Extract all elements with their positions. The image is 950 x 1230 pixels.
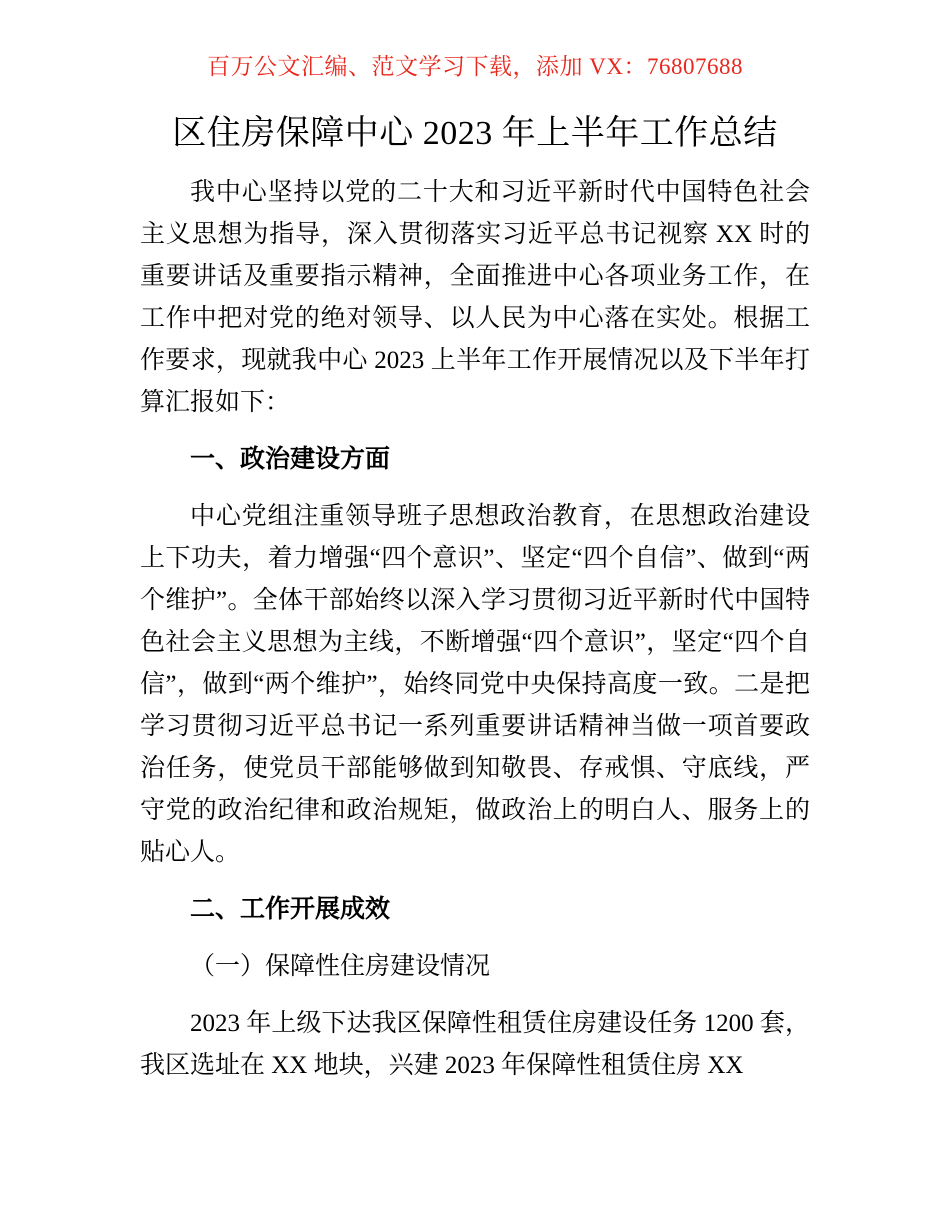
paragraph-political-construction: 中心党组注重领导班子思想政治教育，在思想政治建设上下功夫，着力增强“四个意识”、坚定“四个自信”、做到“两个维护”。全体干部始终以深入学习贯彻习近平新时代中国特色社会主义思想为主线，不断增强“四个意识”，坚定“四个自信”，做到“两个维护”，始终同党中央保持高度一致。二是把学习贯彻习近平总书记一系列重要讲话精神当做一项首要政治任务，使党员干部能够做到知敬畏、存戒惧、守底线，严守党的政治纪律和政治规矩，做政治上的明白人、服务上的贴心人。 (140, 503, 810, 866)
heading-section-1-political: 一、政治建设方面 (190, 446, 391, 473)
paragraph-intro: 我中心坚持以党的二十大和习近平新时代中国特色社会主义思想为指导，深入贯彻落实习近平总书记视察 XX 时的重要讲话及重要指示精神，全面推进中心各项业务工作，在工作中把对党的绝对领导、以人民为中心落在实处。根据工作要求，现就我中心 2023 上半年工作开展情况以及下半年打算汇报如下： (140, 179, 810, 416)
document-body (140, 172, 810, 1087)
paragraph-housing-construction: 2023 年上级下达我区保障性租赁住房建设任务 1200 套，我区选址在 XX 地块，兴建 2023 年保障性租赁住房 XX (140, 1010, 810, 1079)
subheading-housing-construction: （一）保障性住房建设情况 (190, 953, 491, 980)
document-title: 区住房保障中心 2023 年上半年工作总结 (172, 115, 778, 152)
heading-section-2-work-results: 二、工作开展成效 (190, 896, 391, 923)
promo-banner-text: 百万公文汇编、范文学习下载，添加 VX：76807688 (207, 54, 743, 79)
